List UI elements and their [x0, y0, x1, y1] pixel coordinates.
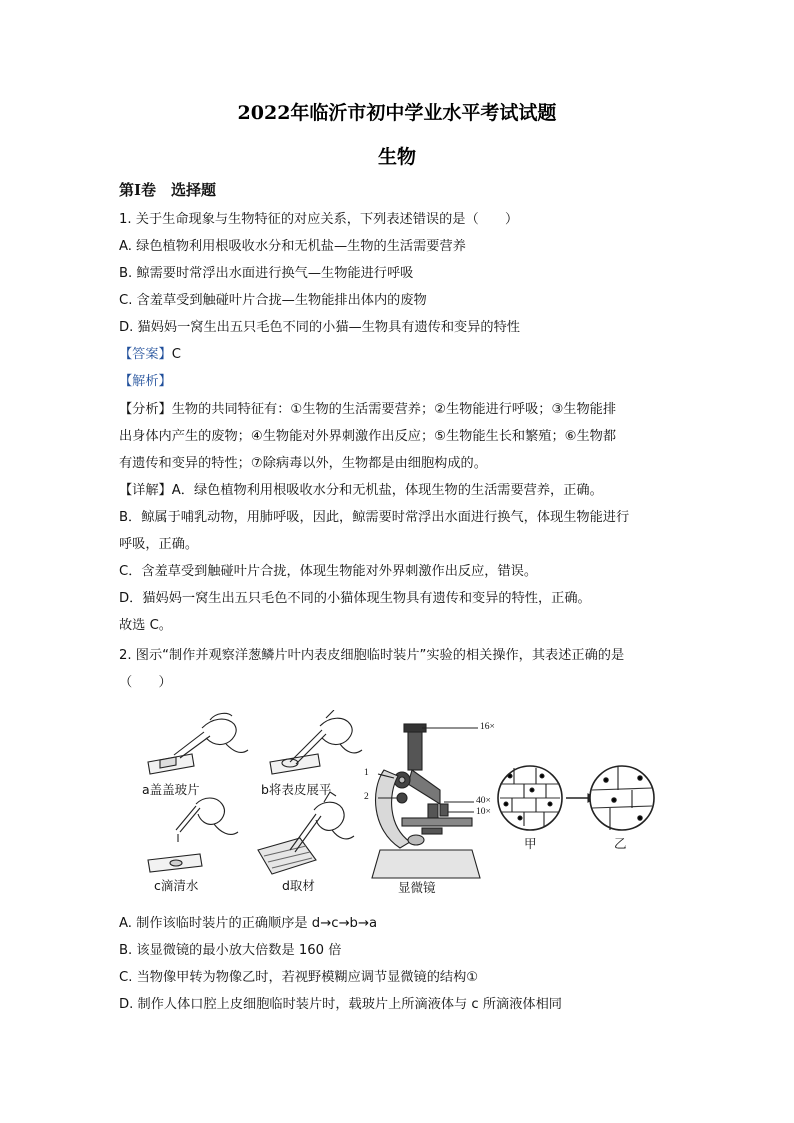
analysis-tag: 【解析】: [119, 374, 172, 389]
q1-option-a: A. 绿色植物利用根吸收水分和无机盐—生物的生活需要营养: [119, 239, 466, 254]
figure-label-d: d取材: [282, 878, 315, 893]
q2-option-d: D. 制作人体口腔上皮细胞临时装片时，载玻片上所滴液体与 c 所滴液体相同: [119, 997, 562, 1012]
q1-xiangjie-line-4: C．含羞草受到触碰叶片合拢，体现生物能对外界刺激作出反应，错误。: [119, 564, 538, 579]
q1-fenxi-line-2: 出身体内产生的废物；④生物能对外界刺激作出反应；⑤生物能生长和繁殖；⑥生物都: [119, 429, 617, 444]
figure-label-a: a盖盖玻片: [142, 782, 200, 797]
answer-tag: 【答案】: [119, 347, 172, 362]
step-d-illustration: [258, 792, 354, 874]
q1-option-d: D. 猫妈妈一窝生出五只毛色不同的小猫—生物具有遗传和变异的特性: [119, 320, 520, 335]
field-view-yi: [590, 766, 654, 830]
microscope-illustration: [372, 724, 480, 878]
microscope-label-1: 1: [364, 768, 369, 778]
q1-fenxi-line-1: [119, 400, 616, 420]
q2-stem-line-2: （ ）: [119, 675, 172, 690]
q1-xiangjie-line-3: 呼吸，正确。: [119, 537, 199, 552]
q2-option-c: C. 当物像甲转为物像乙时，若视野模糊应调节显微镜的结构①: [119, 970, 479, 985]
xiangjie-tag: 【详解】: [119, 483, 172, 498]
figure-label-microscope: 显微镜: [398, 880, 436, 895]
objective-40x: 40×: [476, 796, 491, 806]
xiangjie-text-1: A．绿色植物利用根吸收水分和无机盐，体现生物的生活需要营养，正确。: [171, 483, 603, 498]
q1-fenxi-line-3: 有遗传和变异的特性；⑦除病毒以外，生物都是由细胞构成的。: [119, 456, 487, 471]
step-c-illustration: [148, 798, 238, 872]
q1-stem: 1. 关于生命现象与生物特征的对应关系，下列表述错误的是（ ）: [119, 212, 519, 227]
q1-option-c: C. 含羞草受到触碰叶片合拢—生物能排出体内的废物: [119, 293, 427, 308]
answer-value: C: [171, 347, 181, 362]
figure-drawing: [140, 710, 660, 900]
fenxi-text-1: 生物的共同特征有：①生物的生活需要营养；②生物能进行呼吸；③生物能排: [171, 402, 617, 417]
fenxi-tag: 【分析】: [119, 402, 172, 417]
q1-xiangjie-line-2: B．鲸属于哺乳动物，用肺呼吸，因此，鲸需要时常浮出水面进行换气，体现生物能进行: [119, 510, 630, 525]
q2-option-b: B. 该显微镜的最小放大倍数是 160 倍: [119, 943, 342, 958]
figure-label-c: c滴清水: [154, 878, 199, 893]
objective-10x: 10×: [476, 807, 491, 817]
q1-analysis-tag: [119, 372, 172, 392]
step-b-illustration: [270, 710, 362, 774]
eyepiece-magnification: 16×: [480, 722, 495, 732]
q2-option-a: A. 制作该临时装片的正确顺序是 d→c→b→a: [119, 916, 378, 931]
q1-conclusion: 故选 C。: [119, 618, 172, 633]
q1-option-b: B. 鲸需要时常浮出水面进行换气—生物能进行呼吸: [119, 266, 414, 281]
step-a-illustration: [148, 713, 248, 774]
q1-answer: [119, 345, 181, 365]
exam-subject: 生物: [377, 146, 416, 168]
field-view-jia: [498, 766, 562, 830]
microscope-label-2: 2: [364, 792, 369, 802]
exam-title: 2022年临沂市初中学业水平考试试题: [237, 102, 557, 124]
field-label-jia: 甲: [524, 836, 537, 851]
field-label-yi: 乙: [614, 836, 627, 851]
section-heading: 第Ⅰ卷 选择题: [119, 181, 217, 199]
q2-figure: [140, 710, 660, 900]
q1-xiangjie-line-5: D．猫妈妈一窝生出五只毛色不同的小猫体现生物具有遗传和变异的特性，正确。: [119, 591, 591, 606]
q2-stem-line-1: 2. 图示“制作并观察洋葱鳞片叶内表皮细胞临时装片”实验的相关操作，其表述正确的是: [119, 648, 625, 663]
figure-label-b: b将表皮展平: [261, 782, 332, 797]
q1-xiangjie-line-1: [119, 481, 603, 501]
